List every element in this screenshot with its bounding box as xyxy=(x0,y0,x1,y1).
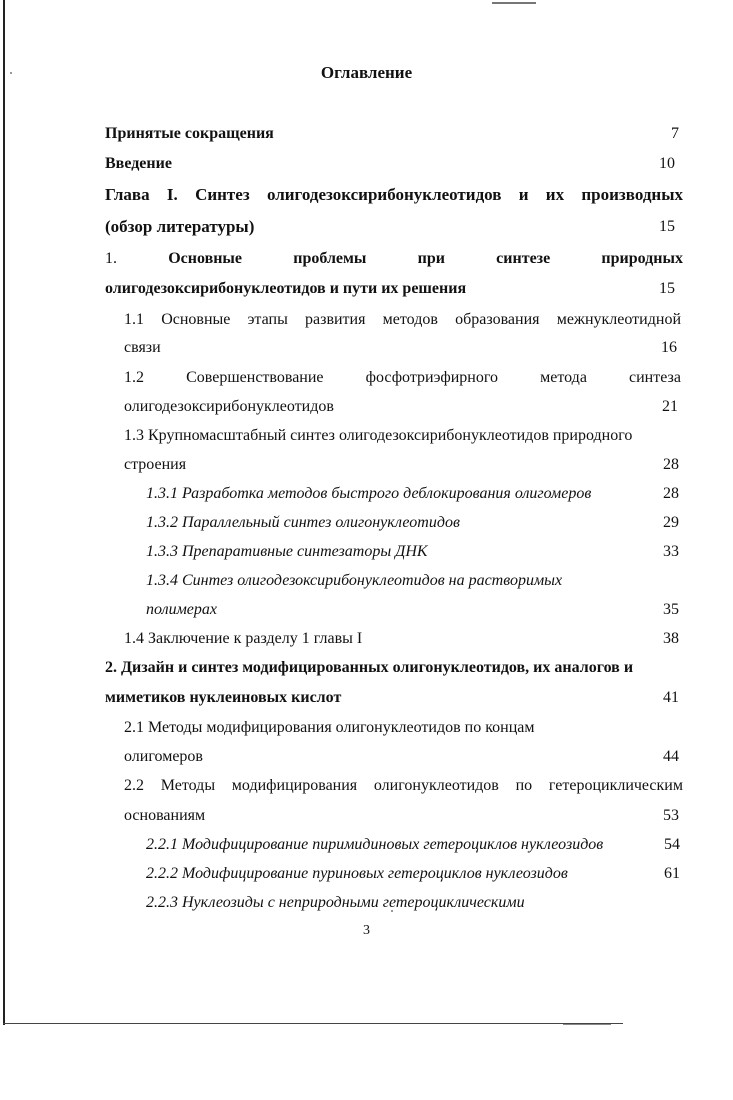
toc-entry-page: 35 xyxy=(663,601,679,618)
toc-entry-page: 28 xyxy=(663,485,679,502)
toc-word: 1.2 xyxy=(124,369,144,386)
scan-left-border xyxy=(3,0,5,1025)
toc-entry-page: 61 xyxy=(664,865,680,882)
toc-entry-1-2-line1 xyxy=(124,367,681,389)
toc-entry-page: 33 xyxy=(663,543,679,560)
toc-entry-2-2-1 xyxy=(146,834,680,856)
toc-entry-page: 44 xyxy=(663,748,679,765)
scan-bottom-line-fragment xyxy=(563,1024,611,1025)
toc-entry-chapter-1-line2 xyxy=(105,216,675,238)
toc-entry-title: 2.1 Методы модифицирования олигонуклеотидов по концам xyxy=(124,719,535,736)
toc-entry-title: 2.2.1 Модифицирование пиримидиновых гетероциклов нуклеозидов xyxy=(146,836,604,853)
page-title: Оглавление xyxy=(320,63,413,82)
toc-entry-title: 1.3.4 Синтез олигодезоксирибонуклеотидов на растворимых xyxy=(146,572,563,589)
toc-entry-page: 54 xyxy=(664,836,680,853)
toc-word: модифицирования xyxy=(231,777,358,794)
toc-word: производных xyxy=(581,185,683,204)
toc-word: методов xyxy=(382,311,438,328)
toc-entry-1-3-1 xyxy=(146,483,679,505)
toc-entry-title: (обзор литературы) xyxy=(105,217,255,236)
toc-word: олигодезоксирибонуклеотидов xyxy=(266,185,502,204)
scan-top-mark xyxy=(492,2,536,4)
toc-entry-1-3-line2 xyxy=(124,454,679,476)
toc-word: природных xyxy=(601,250,683,267)
toc-entry-title: связи xyxy=(124,339,161,356)
toc-entry-page: 15 xyxy=(659,218,675,235)
toc-entry-page: 16 xyxy=(661,339,677,356)
toc-entry-2-2-2 xyxy=(146,863,680,885)
toc-entry-title: строения xyxy=(124,456,187,473)
toc-entry-title: олигодезоксирибонуклеотидов xyxy=(124,398,334,415)
toc-entry-title: 2.2.2 Модифицирование пуриновых гетероциклов нуклеозидов xyxy=(146,865,568,882)
toc-entry-1-1-line1 xyxy=(124,309,681,331)
toc-entry-title: 1.3.3 Препаративные синтезаторы ДНК xyxy=(146,543,428,560)
toc-entry-1-3-3 xyxy=(146,541,679,563)
toc-entry-1-3-4-line2 xyxy=(146,599,679,621)
toc-entry-title: 2. Дизайн и синтез модифицированных олигонуклеотидов, их аналогов и xyxy=(105,659,634,676)
toc-word: Синтез xyxy=(195,185,250,204)
toc-word: по xyxy=(515,777,533,794)
toc-word: I. xyxy=(166,185,178,204)
toc-entry-chapter-1-line1 xyxy=(105,184,683,206)
toc-word: образования xyxy=(455,311,540,328)
toc-entry-page: 29 xyxy=(663,514,679,531)
toc-entry-page: 21 xyxy=(662,398,678,415)
toc-word: гетероциклическим xyxy=(548,777,683,794)
toc-entry-2-1-line1 xyxy=(124,717,679,739)
toc-entry-section-2-line1 xyxy=(105,657,685,679)
toc-entry-page: 15 xyxy=(659,280,675,297)
toc-word: Основные xyxy=(168,250,243,267)
toc-word: проблемы xyxy=(293,250,367,267)
toc-entry-1-3-2 xyxy=(146,512,679,534)
toc-entry-title: 1.3.1 Разработка методов быстрого деблокирования олигомеров xyxy=(146,485,592,502)
toc-entry-1-2-line2 xyxy=(124,396,678,418)
toc-word: Методы xyxy=(160,777,216,794)
toc-word: 1.1 xyxy=(124,311,144,328)
toc-entry-title: Введение xyxy=(105,155,172,172)
toc-word: межнуклеотидной xyxy=(556,311,681,328)
toc-entry-title: 1.3 Крупномасштабный синтез олигодезоксирибонуклеотидов природного xyxy=(124,427,633,444)
scan-bottom-line xyxy=(3,1023,623,1024)
toc-word: синтезе xyxy=(496,250,551,267)
toc-entry-abbreviations xyxy=(105,123,679,145)
toc-word: при xyxy=(417,250,445,267)
toc-word: Глава xyxy=(105,185,150,204)
toc-word: фосфотриэфирного xyxy=(365,369,499,386)
toc-word: и xyxy=(518,185,529,204)
toc-word: развития xyxy=(305,311,366,328)
toc-word: 1. xyxy=(105,250,117,267)
toc-entry-2-2-line1 xyxy=(124,775,683,797)
page-number: 3 xyxy=(363,923,370,938)
toc-entry-section-1-line1 xyxy=(105,248,683,270)
toc-entry-title: олигомеров xyxy=(124,748,203,765)
toc-word: синтеза xyxy=(629,369,681,386)
toc-entry-page: 53 xyxy=(663,807,679,824)
toc-word: этапы xyxy=(247,311,288,328)
toc-entry-1-3-4-line1 xyxy=(146,570,679,592)
toc-entry-introduction xyxy=(105,153,675,175)
toc-entry-section-1-line2 xyxy=(105,278,675,300)
toc-word: олигонуклеотидов xyxy=(373,777,499,794)
toc-entry-page: 7 xyxy=(671,125,679,142)
toc-entry-title: олигодезоксирибонуклеотидов и пути их решения xyxy=(105,280,467,297)
toc-word: Совершенствование xyxy=(186,369,324,386)
toc-entry-page: 41 xyxy=(663,689,679,706)
toc-entry-2-1-line2 xyxy=(124,746,679,768)
toc-entry-title: миметиков нуклеиновых кислот xyxy=(105,689,342,706)
toc-word: 2.2 xyxy=(124,777,144,794)
toc-entry-page: 28 xyxy=(663,456,679,473)
toc-entry-title: 1.4 Заключение к разделу 1 главы I xyxy=(124,630,363,647)
toc-entry-1-4 xyxy=(124,628,679,650)
toc-entry-section-2-line2 xyxy=(105,687,679,709)
toc-word: их xyxy=(545,185,565,204)
toc-word: Основные xyxy=(161,311,231,328)
toc-entry-2-2-3 xyxy=(146,892,680,914)
toc-entry-title: Принятые сокращения xyxy=(105,125,274,142)
toc-entry-2-2-line2 xyxy=(124,805,679,827)
toc-entry-title: основаниям xyxy=(124,807,206,824)
toc-entry-page: 38 xyxy=(663,630,679,647)
toc-entry-title: полимерах xyxy=(146,601,217,618)
toc-word: метода xyxy=(540,369,587,386)
toc-entry-1-3-line1 xyxy=(124,425,684,447)
toc-entry-title: 1.3.2 Параллельный синтез олигонуклеотидов xyxy=(146,514,460,531)
toc-entry-page: 10 xyxy=(659,155,675,172)
toc-entry-1-1-line2 xyxy=(124,337,677,359)
toc-entry-title: 2.2.3 Нуклеозиды с неприродными гетероциклическими xyxy=(146,894,525,911)
